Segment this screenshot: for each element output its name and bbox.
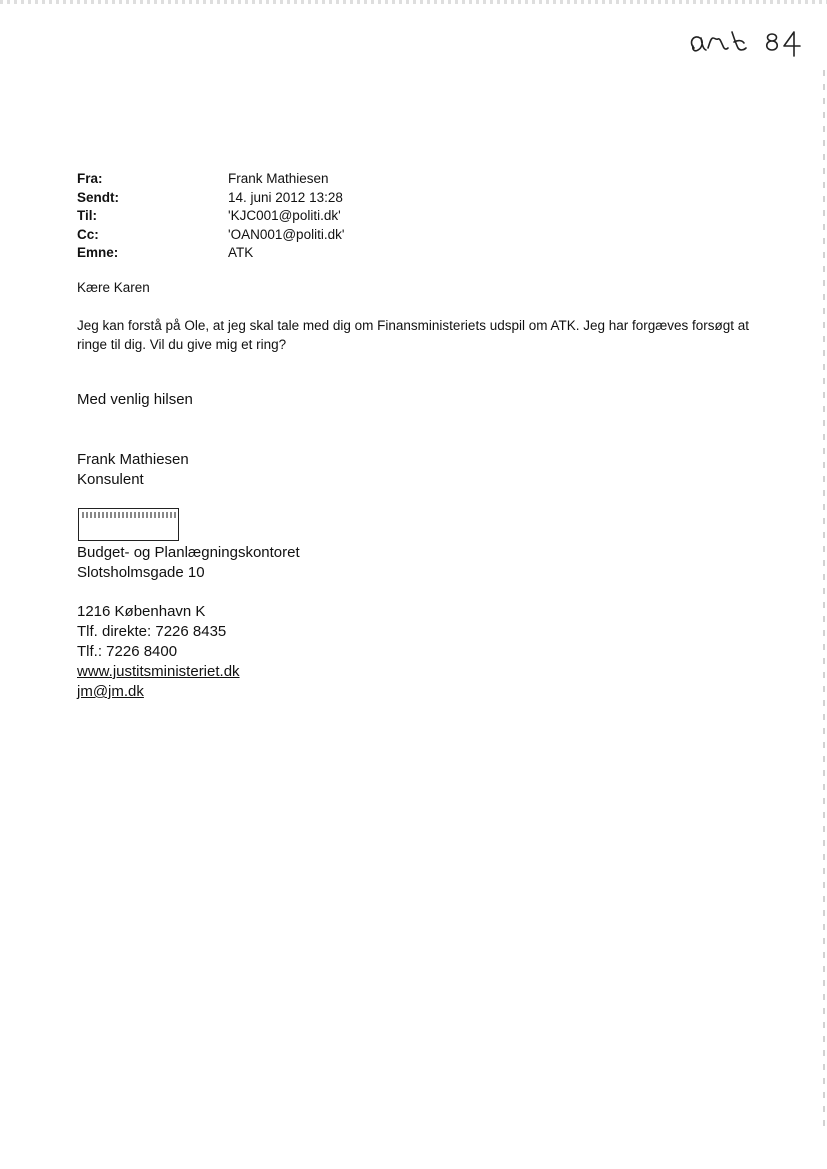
message-body [77,316,767,354]
signature-block [77,450,189,490]
missing-logo-image [78,508,179,541]
handwritten-annotation [684,26,806,62]
message-body-line-2: ringe til dig. Vil du give mig et ring? [77,337,287,352]
signature-name: Frank Mathiesen [77,451,189,468]
phone-main: Tlf.: 7226 8400 [77,643,178,660]
sent-label: Sendt: [77,189,119,205]
street-address: Slotsholmsgade 10 [77,564,205,581]
scan-top-edge [0,0,827,4]
logo-placeholder-text [82,512,176,518]
phone-direct: Tlf. direkte: 7226 8435 [77,623,227,640]
sent-value: 14. juni 2012 13:28 [228,189,343,205]
header-row-cc [77,226,344,245]
office-address [77,543,300,583]
closing: Med venlig hilsen [77,391,193,408]
website-link[interactable]: www.justitsministeriet.dk [77,663,240,680]
header-row-subject [77,244,344,263]
header-row-to [77,207,344,226]
scan-right-edge [823,70,825,1130]
email-header [77,170,344,263]
signature-title: Konsulent [77,471,144,488]
to-value: 'KJC001@politi.dk' [228,208,341,223]
subject-value: ATK [228,245,254,260]
from-value: Frank Mathiesen [228,171,329,186]
header-row-from [77,170,344,189]
city-address: 1216 København K [77,603,206,620]
from-label: Fra: [77,171,103,186]
greeting: Kære Karen [77,280,150,295]
contact-info [77,602,240,702]
handwritten-annotation-drawing [684,26,806,62]
to-label: Til: [77,208,97,223]
cc-label: Cc: [77,226,99,242]
cc-value: 'OAN001@politi.dk' [228,226,345,242]
email-link[interactable]: jm@jm.dk [77,683,144,700]
message-body-line-1: Jeg kan forstå på Ole, at jeg skal tale med dig om Finansministeriets udspil om ATK. Jeg har forgæves forsøgt at [77,318,750,333]
office-name: Budget- og Planlægningskontoret [77,544,300,561]
subject-label: Emne: [77,245,119,260]
header-row-sent [77,189,344,208]
